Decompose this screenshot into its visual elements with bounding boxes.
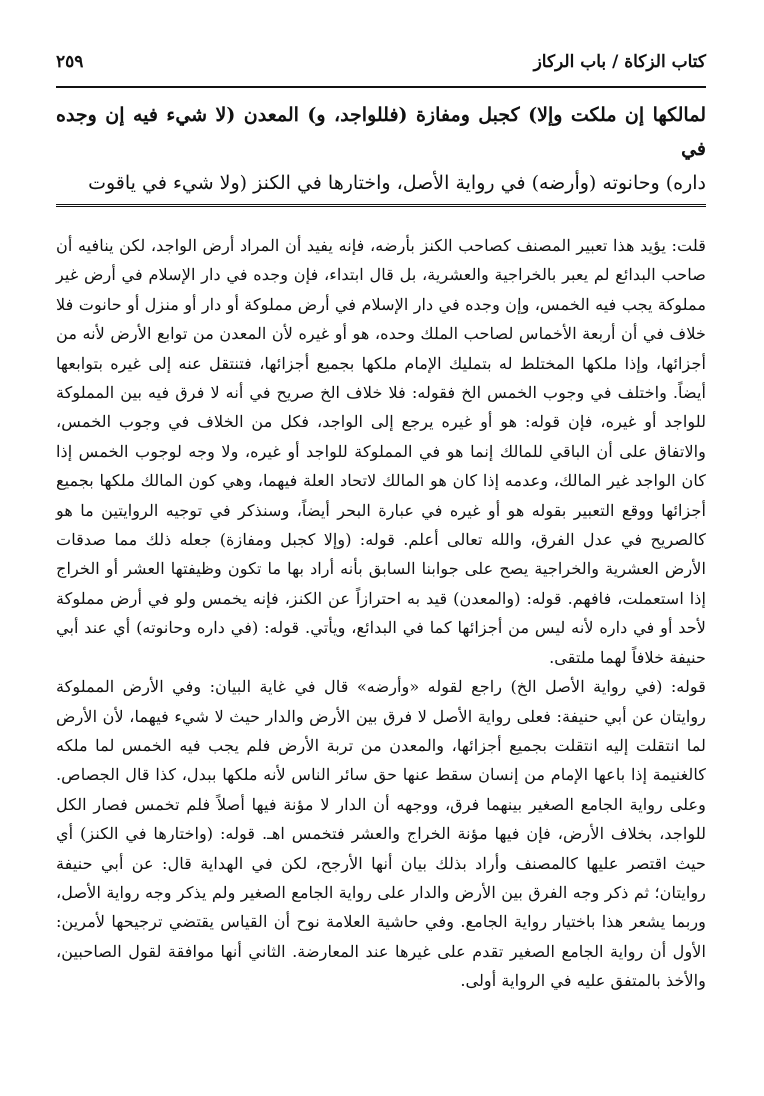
commentary-paragraph: قلت: يؤيد هذا تعبير المصنف كصاحب الكنز بأرضه، فإنه يفيد أن المراد أرض الواجد، لكن ينافيه أن صاحب البدائع لم يعبر بالخراجية والعشرية، بل قال ابتداء، فإن وجده في دار الإسلام في أرض غير مملوكة يجب فيه الخمس، وإن وجده في دار الإسلام في أرض مملوكة أو دار أو منزل أو حانوت فلا خلاف في أن أربعة الأخماس لصاحب الملك وحده، هو أو غيره لأن المعدن من توابع الأرض لأنه من أجزائها، وإذا ملكها المختلط له بتمليك الإمام ملكها بجميع أجزائها، فتنتقل عنه إلى غيره بتوابعها أيضاً. واختلف في وجوب الخمس الخ فقوله: فلا خلاف الخ صريح في أنه لا فرق فيه بين المملوكة للواجد أو غيره، فإن قوله: هو أو غيره يرجع إلى الواجد، فكل من الخلاف في وجوب الخمس، والاتفاق على أن الباقي للمالك إنما هو في المملوكة للواجد أو غيره، ولا وجه لوجوب الخمس إذا كان الواجد غير المالك، وعدمه إذا كان هو المالك لاتحاد العلة فيهما، وهي كون المالك ملكها بجميع أجزائها ووقع التعبير بقوله هو أو غيره في عبارة البحر أيضاً، وسنذكر في توجيه الروايتين ما هو كالصريح في عدل الفرق، والله تعالى أعلم. قوله: (وإلا كجبل ومفازة) جعله ذلك مما صدقات الأرض العشرية والخراجية يصح على جوابنا السابق بأنه أراد بها ما تكون وظيفتها العشر أو الخراج إذا استعملت، فافهم. قوله: (والمعدن) قيد به احترازاً عن الكنز، فإنه يخمس ولو في أرض مملوكة لأحد أو في داره لأنه ليس من أجزائها كما في البدائع، ويأتي. قوله: (في داره وحانوته) أي عند أبي حنيفة خلافاً لهما ملتقى. — [56, 236, 706, 667]
header-rule — [56, 86, 706, 88]
commentary — [56, 231, 706, 996]
header-title: كتاب الزكاة / باب الركاز — [533, 52, 706, 72]
running-header — [56, 40, 706, 84]
page-number: ٢٥٩ — [56, 52, 84, 72]
main-text — [56, 98, 706, 200]
main-text-line: لمالكها إن ملكت وإلا) كجبل ومفازة (فللواجد، و) المعدن (لا شيء فيه إن وجده في — [56, 104, 706, 160]
book-page — [56, 40, 706, 996]
main-text-rule — [56, 204, 706, 207]
commentary-paragraph: قوله: (في رواية الأصل الخ) راجع لقوله «وأرضه» قال في غاية البيان: وفي الأرض المملوكة روايتان عن أبي حنيفة: فعلى رواية الأصل لا فرق بين الأرض والدار حيث لا شيء فيهما، لأن الأرض لما انتقلت إليه انتقلت بجميع أجزائها، والمعدن من تربة الأرض فلم يجب فيه الخمس لما ملكه كالغنيمة إذا باعها الإمام من إنسان سقط عنها حق سائر الناس لأنه ملكها ببدل، كذا قال الجصاص. وعلى رواية الجامع الصغير بينهما فرق، ووجهه أن الدار لا مؤنة فيها أصلاً فلم تخمس فصار الكل للواجد، بخلاف الأرض، فإن فيها مؤنة الخراج والعشر فتخمس اهـ. قوله: (واختارها في الكنز) أي حيث اقتصر عليها كالمصنف وأراد بذلك بيان أنها الأرجح، لكن في الهداية قال: عن أبي حنيفة روايتان؛ ثم ذكر وجه الفرق بين الأرض والدار على رواية الجامع الصغير ولم يذكر وجه رواية الأصل، وربما يشعر هذا باختيار رواية الجامع. وفي حاشية العلامة نوح أن القياس يقتضي ترجيحها لأمرين: الأول أن رواية الجامع الصغير تقدم على غيرها عند المعارضة. الثاني أنها موافقة لقول الصاحبين، والأخذ بالمتفق عليه في الرواية أولى. — [56, 677, 706, 991]
main-text-line: داره) وحانوته (وأرضه) في رواية الأصل، واختارها في الكنز (ولا شيء في ياقوت — [88, 172, 706, 194]
